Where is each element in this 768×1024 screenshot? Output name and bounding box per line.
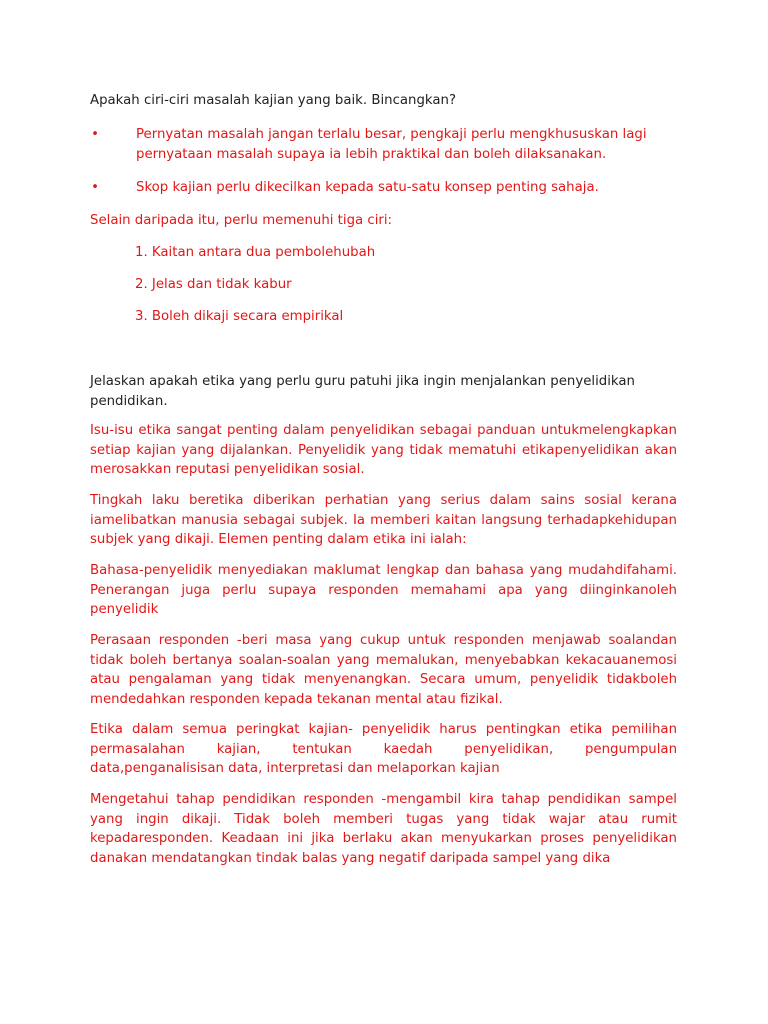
question-1: Apakah ciri-ciri masalah kajian yang baik. Bincangkan? (90, 93, 457, 108)
bullet-text: Pernyatan masalah jangan terlalu besar, pengkaji perlu mengkhususkan lagi pernyataan masalah supaya ia lebih praktikal dan boleh dilaksanakan. (136, 127, 647, 162)
answer-paragraph: Mengetahui tahap pendidikan responden -mengambil kira tahap pendidikan sampel yang ingin dikaji. Tidak boleh memberi tugas yang tidak wajar atau rumit kepadaresponden. Keadaan ini jika berlaku akan menyukarkan proses penyelidikan danakan mendatangkan tindak balas yang negatif daripada sampel yang dika (90, 792, 677, 866)
answer-paragraph: Etika dalam semua peringkat kajian- penyelidik harus pentingkan etika pemilihan permasalahan kajian, tentukan kaedah penyelidikan, pengumpulan data,penganalisisan data, interpretasi dan melaporkan kajian (90, 722, 677, 776)
answer-paragraph: Bahasa-penyelidik menyediakan maklumat lengkap dan bahasa yang mudahdifahami. Penerangan juga perlu supaya responden memahami apa yang diinginkanoleh penyelidik (90, 563, 677, 617)
question-2: Jelaskan apakah etika yang perlu guru patuhi jika ingin menjalankan penyelidikan pendidikan. (90, 374, 635, 409)
numbered-item: 1. Kaitan antara dua pembolehubah (135, 245, 376, 260)
intro-three-criteria: Selain daripada itu, perlu memenuhi tiga ciri: (90, 213, 393, 228)
numbered-item: 2. Jelas dan tidak kabur (135, 277, 292, 292)
bullet-item (91, 125, 677, 164)
bullet-dot-icon: • (91, 127, 99, 142)
answer-paragraph: Isu-isu etika sangat penting dalam penyelidikan sebagai panduan untukmelengkapkan setiap kajian yang dijalankan. Penyelidik yang tidak mematuhi etikapenyelidikan akan merosakkan reputasi penyelidikan sosial. (90, 423, 677, 477)
answer-paragraph: Perasaan responden -beri masa yang cukup untuk responden menjawab soalandan tidak boleh bertanya soalan-soalan yang memalukan, menyebabkan kekacauanemosi atau pengalaman yang tidak menyenangkan. Secara umum, penyelidik tidakboleh mendedahkan responden kepada tekanan mental atau fizikal. (90, 633, 677, 707)
bullet-item (91, 178, 677, 198)
answer-paragraph: Tingkah laku beretika diberikan perhatian yang serius dalam sains sosial kerana iamelibatkan manusia sebagai subjek. Ia memberi kaitan langsung terhadapkehidupan subjek yang dikaji. Elemen penting dalam etika ini ialah: (90, 493, 677, 547)
bullet-text: Skop kajian perlu dikecilkan kepada satu-satu konsep penting sahaja. (136, 180, 599, 195)
bullet-dot-icon: • (91, 180, 99, 195)
numbered-item: 3. Boleh dikaji secara empirikal (135, 309, 344, 324)
